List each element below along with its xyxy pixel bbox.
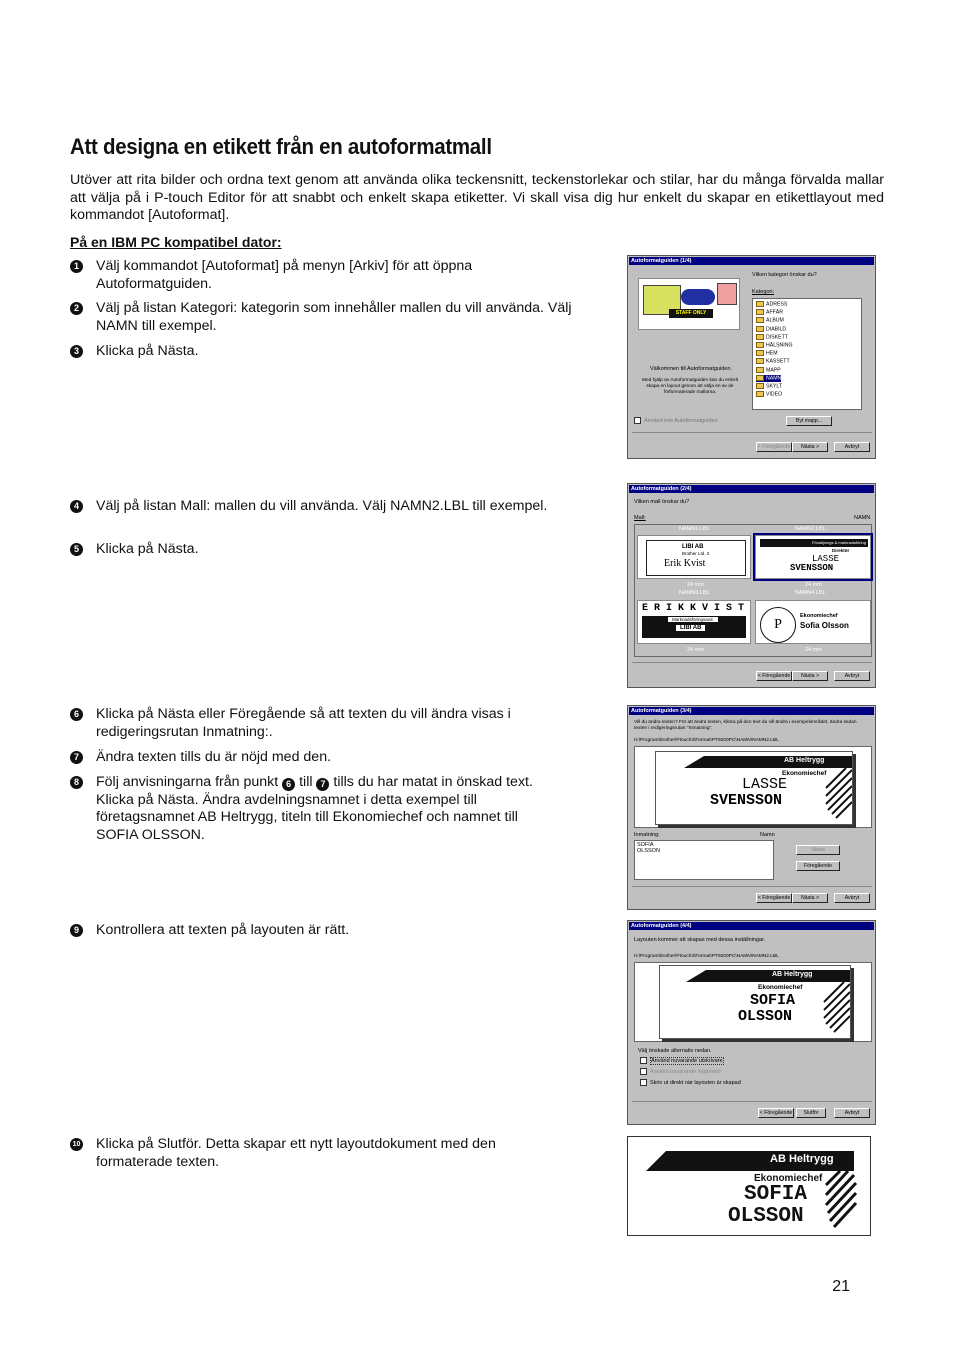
next-button[interactable]: Nästa >: [792, 442, 828, 452]
sample-label-red: [717, 283, 737, 305]
option-current-printer[interactable]: Använd nuvarande utskrivare: [640, 1057, 724, 1064]
category-item[interactable]: DIABILD: [756, 326, 786, 333]
field-name: Namn: [760, 832, 775, 838]
option-print-directly[interactable]: Skriv ut direkt när layouten är skapad: [640, 1079, 741, 1086]
category-item[interactable]: KASSETT: [756, 358, 790, 365]
category-label: Kategori:: [752, 289, 775, 295]
folder-icon: [756, 367, 764, 373]
preview-name2: OLSSON: [738, 1008, 793, 1025]
category-item[interactable]: ADRESS: [756, 301, 787, 308]
step-number: 6: [70, 708, 83, 721]
divider: [632, 662, 872, 663]
template-line: LIBI AB: [676, 625, 705, 631]
template-thumb-namn4[interactable]: [755, 600, 871, 644]
folder-icon: [756, 326, 764, 332]
step-6: [70, 706, 550, 741]
welcome-text: Välkommen till Autoformatguiden.: [650, 366, 732, 372]
divider: [632, 886, 872, 887]
dialog-title: Autoformatguiden (4/4): [629, 922, 874, 930]
step-text: Välj på listan Kategori: kategorin som innehåller mallen du vill använda. Välj NAMN till exempel.: [96, 300, 572, 334]
template-filename: NAMN1.LBL: [679, 526, 710, 532]
category-item[interactable]: MAPP: [756, 367, 781, 374]
step-text: Kontrollera att texten på layouten är rätt.: [96, 922, 350, 938]
step-4: [70, 498, 550, 516]
category-item[interactable]: SKYLT: [756, 383, 782, 390]
template-filename: NAMN2.LBL: [795, 526, 826, 532]
template-question: Vilken mall önskar du?: [634, 499, 690, 505]
dialog-title: Autoformatguiden (3/4): [629, 707, 874, 715]
template-filename: NAMN4.LBL: [795, 590, 826, 596]
category-item[interactable]: ALBUM: [756, 317, 784, 324]
label-preview: [659, 965, 851, 1039]
category-item[interactable]: NAMN: [756, 375, 781, 382]
preview-name1: LASSE: [742, 776, 788, 793]
step-text: Klicka på Slutför. Detta skapar ett nytt layoutdokument med den formaterade texten.: [96, 1136, 496, 1170]
next-button[interactable]: Nästa >: [792, 671, 828, 681]
step-text: Välj på listan Mall: mallen du vill använda. Välj NAMN2.LBL till exempel.: [96, 498, 548, 514]
change-folder-button[interactable]: Byt mapp...: [786, 416, 832, 426]
welcome-help: Med hjälp av Autoformatguiden kan du enkelt skapa en layout genom att välja en av de förformaterade mallarna.: [642, 378, 739, 395]
template-line: Försäljnings & marknadsföring: [760, 539, 868, 547]
category-item[interactable]: HEM: [756, 350, 778, 357]
template-line: LASSE: [812, 554, 840, 564]
step-text: Klicka på Nästa.: [96, 343, 199, 359]
template-line: Direktör: [832, 548, 850, 553]
back-button[interactable]: < Föregående: [759, 1110, 793, 1116]
page-number: 21: [832, 1278, 850, 1295]
category-item[interactable]: DISKETT: [756, 334, 788, 341]
folder-icon: [756, 317, 764, 323]
subheading: På en IBM PC kompatibel dator:: [70, 234, 282, 250]
step-text: Välj kommandot [Autoformat] på menyn [Arkiv] för att öppna Autoformatguiden.: [96, 258, 473, 292]
folder-icon: [756, 375, 764, 381]
cancel-button[interactable]: Avbryt: [834, 442, 870, 452]
category-name: NAMN: [854, 515, 871, 521]
template-line: SVENSSON: [790, 563, 834, 573]
folder-icon: [756, 334, 764, 340]
sample-labels-image: [638, 278, 740, 330]
dialog-autoformat-4: [627, 920, 876, 1125]
step-number: 7: [70, 751, 83, 764]
category-question: Vilken kategori önskar du?: [752, 272, 817, 278]
folder-icon: [756, 391, 764, 397]
final-title: Ekonomiechef: [754, 1173, 823, 1184]
input-text-line: SOFIA: [637, 842, 654, 848]
cancel-button[interactable]: Avbryt: [834, 671, 870, 681]
final-name2: OLSSON: [728, 1205, 804, 1228]
template-gallery: [634, 524, 872, 657]
edit-question: Vill du ändra texten? För att ändra texten, klicka på den text du vill ändra i exempelområdet, ändra sedan texten i redigeringsrutan "Inmatning".: [634, 720, 857, 731]
input-label: Inmatning:: [634, 832, 660, 838]
template-thumb-namn3[interactable]: [637, 600, 751, 644]
step-number: 4: [70, 500, 83, 513]
intro-paragraph: Utöver att rita bilder och ordna text genom att använda olika teckensnitt, teckenstorlekar och stilar, har du många förvalda mallar att välja på i P-touch Editor för att snabbt och enkelt skapa etiketter. Vi skall visa dig hur enkelt du skapar en etikettlayout med kommandot [Autoformat].: [70, 172, 884, 223]
summary-info: Layouten kommer att skapas med dessa inställningar.: [634, 937, 766, 943]
dialog-title: Autoformatguiden (2/4): [629, 485, 874, 493]
step-text: Klicka på Nästa eller Föregående så att texten du vill ändra visas i redigeringsrutan Inmatning:.: [96, 706, 511, 740]
cancel-button[interactable]: Avbryt: [834, 893, 870, 903]
option-current-tape[interactable]: Använd nuvarande tejpbredd: [640, 1068, 721, 1075]
step-7: [70, 749, 550, 767]
step-2: [70, 300, 580, 335]
step-text: Följ anvisningarna från punkt 6 till 7 tills du har matat in önskad text. Klicka på Nästa. Ändra avdelningsnamnet i detta exempel till företagsnamnet AB Heltrygg, titeln till Ekonomiechef och namnet till SOFIA OLSSON.: [96, 774, 533, 843]
category-item[interactable]: HÄLSNING: [756, 342, 793, 349]
template-thumb-namn2[interactable]: [755, 535, 871, 579]
dialog-autoformat-3: [627, 705, 876, 910]
preview-name1: SOFIA: [750, 992, 796, 1009]
prev-field-button[interactable]: Föregående: [796, 861, 840, 871]
dialog-autoformat-2: [627, 483, 876, 688]
preview-title: Ekonomiechef: [758, 984, 803, 991]
welcome-panel: [636, 270, 742, 420]
staff-only-label: STAFF ONLY: [669, 309, 713, 318]
step-ref: 7: [316, 778, 329, 791]
options-label: Välj önskade alternativ nedan.: [638, 1048, 712, 1054]
page-heading: Att designa en etikett från en autoformatmall: [70, 134, 492, 159]
back-button[interactable]: < Föregående: [757, 895, 791, 901]
folder-icon: [756, 342, 764, 348]
folder-icon: [756, 301, 764, 307]
divider: [632, 432, 872, 433]
input-text-line: OLSSON: [637, 848, 660, 854]
folder-icon: [756, 358, 764, 364]
final-name1: SOFIA: [744, 1183, 808, 1206]
input-textarea[interactable]: [634, 840, 774, 880]
template-size: 24 mm: [687, 582, 704, 588]
folder-icon: [756, 309, 764, 315]
preview-company: AB Heltrygg: [772, 971, 813, 978]
sample-label-blue: [681, 289, 715, 305]
preview-area: [634, 962, 872, 1042]
preview-title: Ekonomiechef: [782, 770, 827, 777]
folder-icon: [756, 350, 764, 356]
template-path: H:\Program\brother\Ptouch3\Format\PT9200PC\NAMN\NAMN2.LBL: [634, 738, 779, 743]
template-logo: P: [760, 607, 796, 643]
template-line: E R I K K V I S T: [642, 603, 745, 614]
next-field-button[interactable]: Nästa: [796, 845, 840, 855]
template-thumb-namn1[interactable]: [637, 535, 751, 579]
preview-area[interactable]: [634, 746, 872, 828]
template-label: Mall:: [634, 515, 646, 521]
preview-company: AB Heltrygg: [784, 757, 825, 764]
back-button[interactable]: < Föregående: [757, 673, 791, 679]
dialog-title: Autoformatguiden (1/4): [629, 257, 874, 265]
step-1: [70, 258, 550, 293]
finish-button[interactable]: Slutför: [796, 1108, 826, 1118]
next-button[interactable]: Nästa >: [792, 893, 828, 903]
template-path: H:\Program\brother\Ptouch3\Format\PT9200PC\NAMN\NAMN2.LBL: [634, 954, 779, 959]
step-8: [70, 774, 550, 844]
step-5: [70, 541, 550, 559]
step-ref: 6: [282, 778, 295, 791]
step-number: 3: [70, 345, 83, 358]
category-item[interactable]: AFFÄR: [756, 309, 783, 316]
step-10: [70, 1136, 550, 1171]
step-text: Klicka på Nästa.: [96, 541, 199, 557]
template-line: Erik Kvist: [664, 558, 706, 569]
category-list[interactable]: [752, 298, 862, 410]
step-number: 2: [70, 302, 83, 315]
back-button[interactable]: < Föregående: [757, 444, 791, 450]
step-3: [70, 343, 550, 361]
preview-name2: SVENSSON: [710, 792, 783, 809]
folder-icon: [756, 383, 764, 389]
skip-wizard-checkbox[interactable]: Använd inte Autoformatguiden: [634, 417, 718, 424]
template-size: 24 mm: [805, 647, 822, 653]
step-number: 5: [70, 543, 83, 556]
template-size: 24 mm: [805, 582, 822, 588]
divider: [632, 1101, 872, 1102]
label-preview: [655, 751, 853, 825]
final-company: AB Heltrygg: [770, 1153, 834, 1165]
cancel-button[interactable]: Avbryt: [834, 1108, 870, 1118]
category-item[interactable]: VIDEO: [756, 391, 782, 398]
dialog-autoformat-1: [627, 255, 876, 459]
template-size: 24 mm: [687, 647, 704, 653]
step-9: [70, 922, 550, 940]
template-line: Brother Ltd. 2: [682, 551, 710, 556]
step-number: 9: [70, 924, 83, 937]
step-text: Ändra texten tills du är nöjd med den.: [96, 749, 332, 765]
template-line: Marknadsföringsavd.: [668, 617, 718, 622]
template-line: Ekonomiechef: [800, 613, 838, 619]
template-filename: NAMN3.LBL: [679, 590, 710, 596]
step-number: 8: [70, 776, 83, 789]
step-number: 1: [70, 260, 83, 273]
template-line: LIBI AB: [682, 544, 704, 550]
step-number: 10: [70, 1138, 83, 1151]
final-label-preview: [627, 1136, 871, 1236]
template-line: Sofia Olsson: [800, 621, 849, 630]
